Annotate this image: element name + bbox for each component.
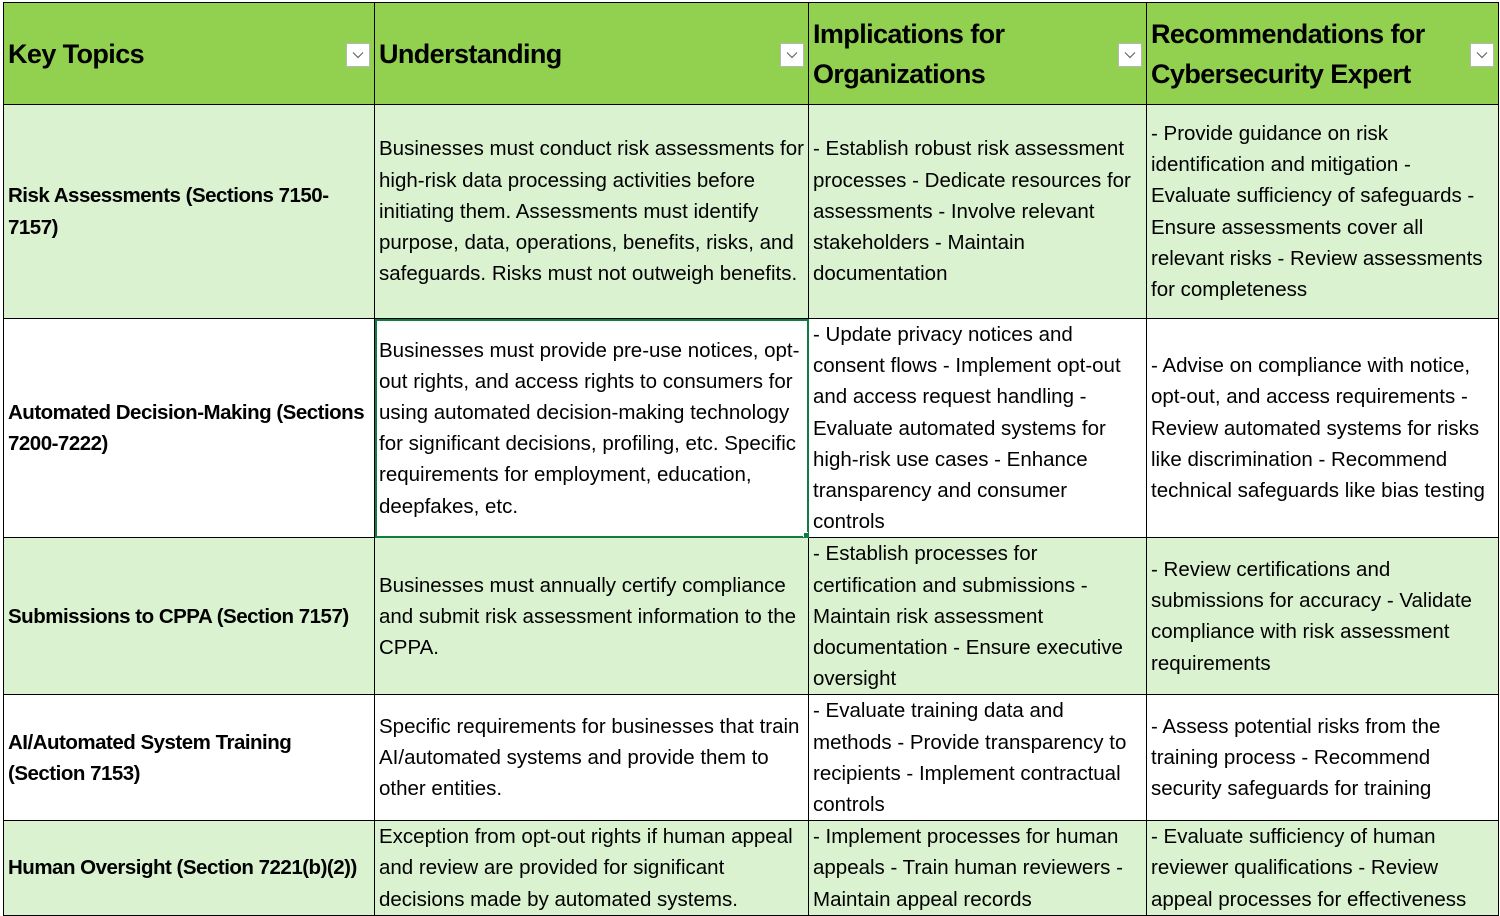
- cell-implications[interactable]: - Establish processes for certification and submissions - Maintain risk assessment documentation - Ensure executive oversight: [809, 538, 1147, 695]
- cell-implications[interactable]: - Implement processes for human appeals - Train human reviewers - Maintain appeal records: [809, 821, 1147, 916]
- header-understanding[interactable]: [375, 3, 809, 105]
- header-implications[interactable]: [809, 3, 1147, 105]
- cell-key-topic[interactable]: AI/Automated System Training (Section 7153): [4, 695, 375, 821]
- chevron-down-icon: [1476, 51, 1488, 59]
- filter-dropdown-button[interactable]: [346, 43, 370, 67]
- cell-key-topic[interactable]: Human Oversight (Section 7221(b)(2)): [4, 821, 375, 916]
- header-key-topics[interactable]: [4, 3, 375, 105]
- cell-implications[interactable]: - Update privacy notices and consent flows - Implement opt-out and access request handling - Evaluate automated systems for high-risk use cases - Enhance transparency and consumer controls: [809, 319, 1147, 538]
- header-row: [4, 3, 1499, 105]
- spreadsheet-table: [3, 2, 1499, 916]
- cell-recommendations[interactable]: - Review certifications and submissions for accuracy - Validate compliance with risk assessment requirements: [1147, 538, 1499, 695]
- cell-recommendations[interactable]: - Provide guidance on risk identification and mitigation - Evaluate sufficiency of safeguards - Ensure assessments cover all relevant risks - Review assessments for completeness: [1147, 105, 1499, 319]
- header-label: Key Topics: [8, 38, 145, 69]
- filter-dropdown-button[interactable]: [780, 43, 804, 67]
- cell-understanding[interactable]: Businesses must annually certify compliance and submit risk assessment information to the CPPA.: [375, 538, 809, 695]
- header-recommendations[interactable]: [1147, 3, 1499, 105]
- cell-implications[interactable]: - Evaluate training data and methods - Provide transparency to recipients - Implement contractual controls: [809, 695, 1147, 821]
- header-label: Understanding: [379, 38, 562, 69]
- table-row: [4, 105, 1499, 319]
- header-label: Recommendations for Cybersecurity Expert: [1151, 18, 1425, 89]
- fill-handle[interactable]: [803, 532, 809, 538]
- cell-understanding-selected[interactable]: [375, 319, 809, 538]
- cell-understanding[interactable]: Exception from opt-out rights if human appeal and review are provided for significant decisions made by automated systems.: [375, 821, 809, 916]
- table-row: [4, 319, 1499, 538]
- table-row: [4, 821, 1499, 916]
- cell-understanding[interactable]: Specific requirements for businesses that train AI/automated systems and provide them to other entities.: [375, 695, 809, 821]
- cell-recommendations[interactable]: - Advise on compliance with notice, opt-out, and access requirements - Review automated systems for risks like discrimination - Recommend technical safeguards like bias testing: [1147, 319, 1499, 538]
- chevron-down-icon: [352, 51, 364, 59]
- filter-dropdown-button[interactable]: [1470, 43, 1494, 67]
- cell-recommendations[interactable]: - Assess potential risks from the training process - Recommend security safeguards for training: [1147, 695, 1499, 821]
- cell-key-topic[interactable]: Automated Decision-Making (Sections 7200-7222): [4, 319, 375, 538]
- cell-key-topic[interactable]: Submissions to CPPA (Section 7157): [4, 538, 375, 695]
- chevron-down-icon: [786, 51, 798, 59]
- filter-dropdown-button[interactable]: [1118, 43, 1142, 67]
- cell-understanding[interactable]: Businesses must conduct risk assessments for high-risk data processing activities before initiating them. Assessments must identify purpose, data, operations, benefits, risks, and safeguards. Risks must not outweigh benefits.: [375, 105, 809, 319]
- cell-implications[interactable]: - Establish robust risk assessment processes - Dedicate resources for assessments - Involve relevant stakeholders - Maintain documentation: [809, 105, 1147, 319]
- cell-key-topic[interactable]: Risk Assessments (Sections 7150-7157): [4, 105, 375, 319]
- header-label: Implications for Organizations: [813, 18, 1005, 89]
- table-row: [4, 695, 1499, 821]
- cell-text: Businesses must provide pre-use notices, opt-out rights, and access rights to consumers for using automated decision-making technology for significant decisions, profiling, etc. Specific requirements for employment, education, deepfakes, etc.: [379, 338, 800, 518]
- table-row: [4, 538, 1499, 695]
- cell-recommendations[interactable]: - Evaluate sufficiency of human reviewer qualifications - Review appeal processes for effectiveness: [1147, 821, 1499, 916]
- chevron-down-icon: [1124, 51, 1136, 59]
